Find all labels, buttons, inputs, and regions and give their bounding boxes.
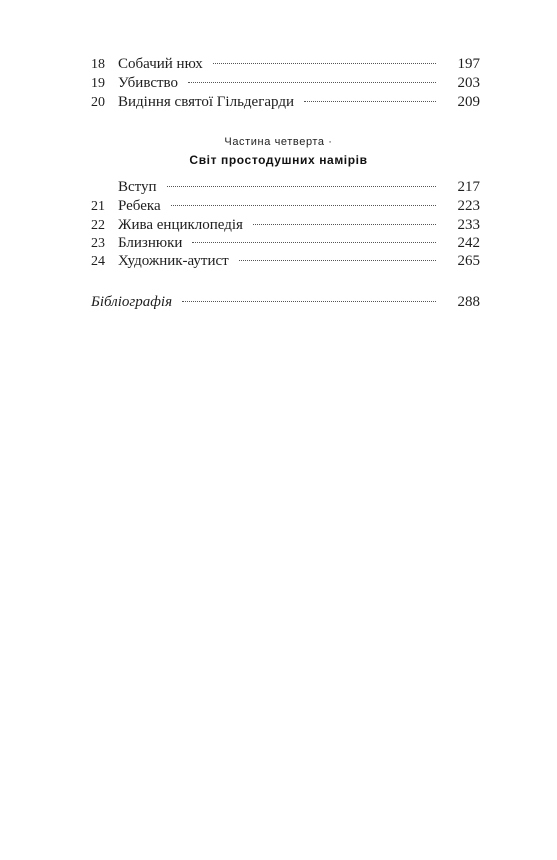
- toc-entry[interactable]: [91, 54, 480, 74]
- chapter-title: Художник-аутист: [118, 253, 229, 269]
- toc-entry-bibliography[interactable]: [91, 292, 480, 312]
- chapter-title: Собачий нюх: [118, 56, 203, 72]
- dot-leader: [171, 205, 436, 206]
- chapter-title: Убивство: [118, 75, 179, 91]
- page-number: 288: [457, 294, 480, 310]
- chapter-title: Близнюки: [118, 235, 183, 251]
- chapter-number: 19: [91, 76, 105, 91]
- toc-entry[interactable]: [91, 196, 480, 216]
- dot-leader: [253, 224, 436, 225]
- toc-entry[interactable]: [91, 233, 480, 253]
- page-number: 265: [457, 253, 480, 269]
- dot-leader: [213, 63, 436, 64]
- page-number: 203: [457, 75, 480, 91]
- chapter-number: 18: [91, 57, 105, 72]
- toc-entry[interactable]: [91, 215, 480, 235]
- chapter-number: 20: [91, 95, 105, 110]
- chapter-number: 22: [91, 218, 105, 233]
- chapter-number: 24: [91, 254, 105, 269]
- page-number: 217: [457, 179, 480, 195]
- chapter-number: 23: [91, 236, 105, 251]
- toc-entry[interactable]: [91, 177, 480, 197]
- part-title: Світ простодушних намірів: [189, 153, 368, 167]
- dot-leader: [304, 101, 436, 102]
- chapter-number: 21: [91, 199, 105, 214]
- page-number: 197: [457, 56, 480, 72]
- toc-entry[interactable]: [91, 251, 480, 271]
- page-number: 242: [457, 235, 480, 251]
- part-label: Частина четверта ·: [224, 136, 333, 148]
- dot-leader: [182, 301, 436, 302]
- chapter-title: Вступ: [118, 179, 157, 195]
- chapter-title: Видіння святої Гільдегарди: [118, 94, 294, 110]
- dot-leader: [188, 82, 436, 83]
- chapter-title: Ребека: [118, 198, 161, 214]
- dot-leader: [239, 260, 436, 261]
- page-number: 223: [457, 198, 480, 214]
- toc-entry[interactable]: [91, 92, 480, 112]
- dot-leader: [192, 242, 436, 243]
- toc-entry[interactable]: [91, 73, 480, 93]
- chapter-title: Жива енциклопедія: [118, 217, 243, 233]
- page-number: 233: [457, 217, 480, 233]
- dot-leader: [167, 186, 436, 187]
- bibliography-title: Бібліографія: [91, 294, 173, 310]
- page-number: 209: [457, 94, 480, 110]
